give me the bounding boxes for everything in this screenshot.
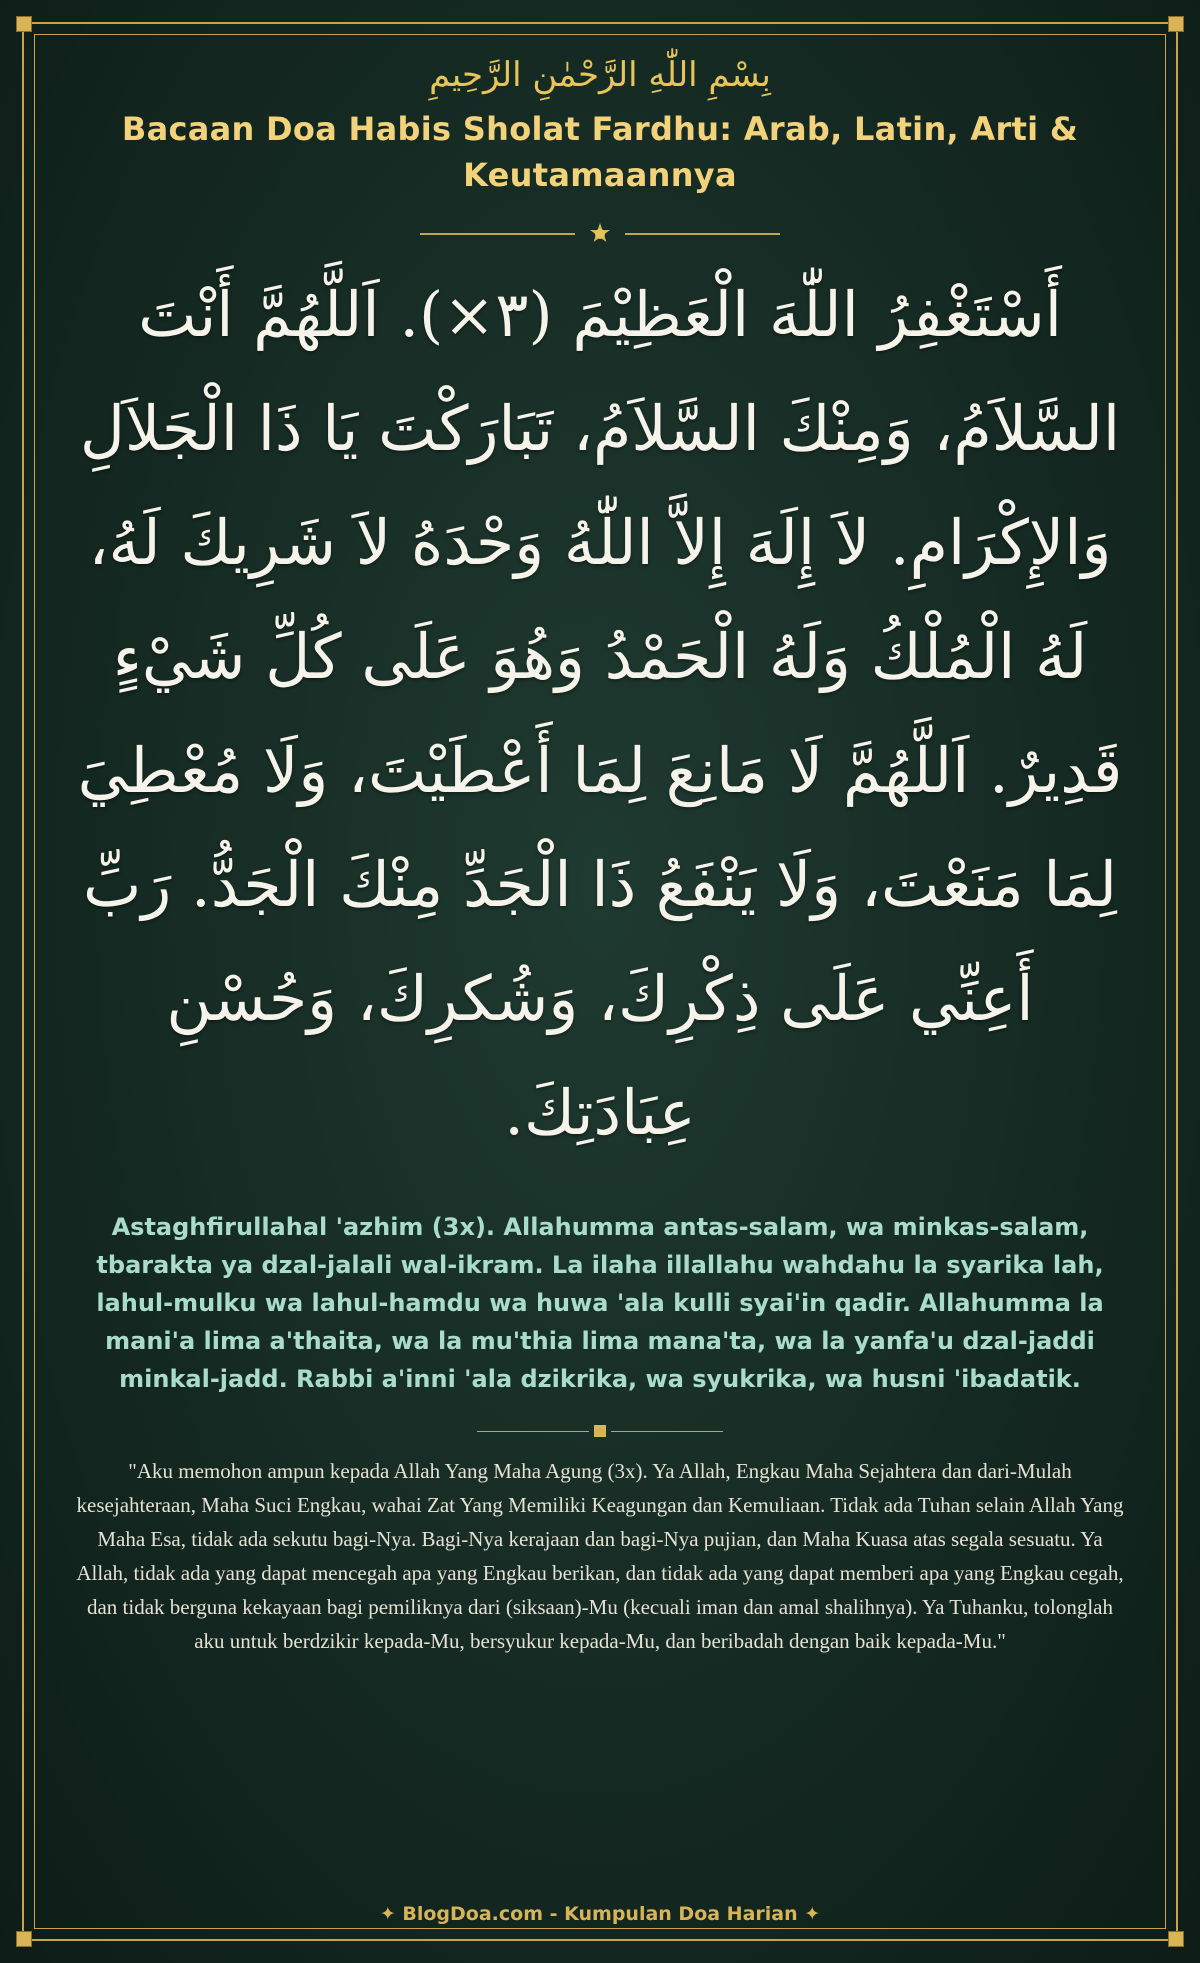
section-divider — [60, 1422, 1140, 1440]
doa-arabic-text: أَسْتَغْفِرُ اللّٰهَ الْعَظِيْمَ (٣×). اَللَّهُمَّ أَنْتَ السَّلاَمُ، وَمِنْكَ السَّلاَمُ، تَبَارَكْتَ يَا ذَا الْجَلاَلِ وَالإِكْرَامِ. لاَ إِلَهَ إِلاَّ اللّٰهُ وَحْدَهُ لاَ شَرِيكَ لَهُ، لَهُ الْمُلْكُ وَلَهُ الْحَمْدُ وَهُوَ عَلَى كُلِّ شَيْءٍ قَدِيرٌ. اَللَّهُمَّ لَا مَانِعَ لِمَا أَعْطَيْتَ، وَلَا مُعْطِيَ لِمَا مَنَعْتَ، وَلَا يَنْفَعُ ذَا الْجَدِّ مِنْكَ الْجَدُّ. رَبِّ أَعِنِّي عَلَى ذِكْرِكَ، وَشُكرِكَ، وَحُسْنِ عِبَادَتِكَ. — [77, 278, 1123, 1149]
divider-line-left — [477, 1431, 589, 1432]
basmala: بِسْمِ اللّٰهِ الرَّحْمٰنِ الرَّحِيمِ — [429, 55, 771, 95]
page-title: Bacaan Doa Habis Sholat Fardhu: Arab, Latin, Arti & Keutamaannya — [121, 110, 1079, 194]
doa-latin-text: Astaghfirullahal 'azhim (3x). Allahumma antas-salam, wa minkas-salam, tbarakta ya dzal-jalali wal-ikram. La ilaha illallahu wahdahu la syarika lah, lahul-mulku wa lahul-hamdu wa huwa 'ala kulli syai'in qadir. Allahumma la mani'a lima a'thaita, wa la mu'thia lima mana'ta, wa la yanfa'u dzal-jaddi minkal-jadd. Rabbi a'inni 'ala dzikrika, wa syukrika, wa husni 'ibadatik. — [96, 1213, 1104, 1393]
footer-credit: ✦ BlogDoa.com - Kumpulan Doa Harian ✦ — [379, 1903, 821, 1925]
corner-ornament-top-left — [16, 16, 32, 32]
doa-translation-text: "Aku memohon ampun kepada Allah Yang Maha Agung (3x). Ya Allah, Engkau Maha Sejahtera dan dari-Mulah kesejahteraan, Maha Suci Engkau, wahai Zat Yang Memiliki Keagungan dan Kemuliaan. Tidak ada Tuhan selain Allah Yang Maha Esa, tidak ada sekutu bagi-Nya. Bagi-Nya kerajaan dan bagi-Nya pujian, dan Maha Kuasa atas segala sesuatu. Ya Allah, tidak ada yang dapat mencegah apa yang Engkau berikan, dan tidak ada yang dapat memberi apa yang Engkau cegah, dan tidak berguna kekayaan bagi pemiliknya dari (siksaan)-Mu (kecuali iman dan amal shalihnya). Ya Tuhanku, tolonglah aku untuk berdzikir kepada-Mu, bersyukur kepada-Mu, dan beribadah dengan baik kepada-Mu." — [76, 1459, 1124, 1653]
corner-ornament-top-right — [1168, 16, 1184, 32]
title-divider — [60, 220, 1140, 248]
divider-line-right — [611, 1431, 723, 1432]
corner-ornament-bottom-left — [16, 1931, 32, 1947]
doa-card — [60, 40, 1140, 1658]
divider-line-left — [420, 233, 575, 235]
divider-line-right — [625, 233, 780, 235]
star-ornament-icon — [587, 221, 613, 247]
corner-ornament-bottom-right — [1168, 1931, 1184, 1947]
square-ornament-icon — [594, 1425, 606, 1437]
